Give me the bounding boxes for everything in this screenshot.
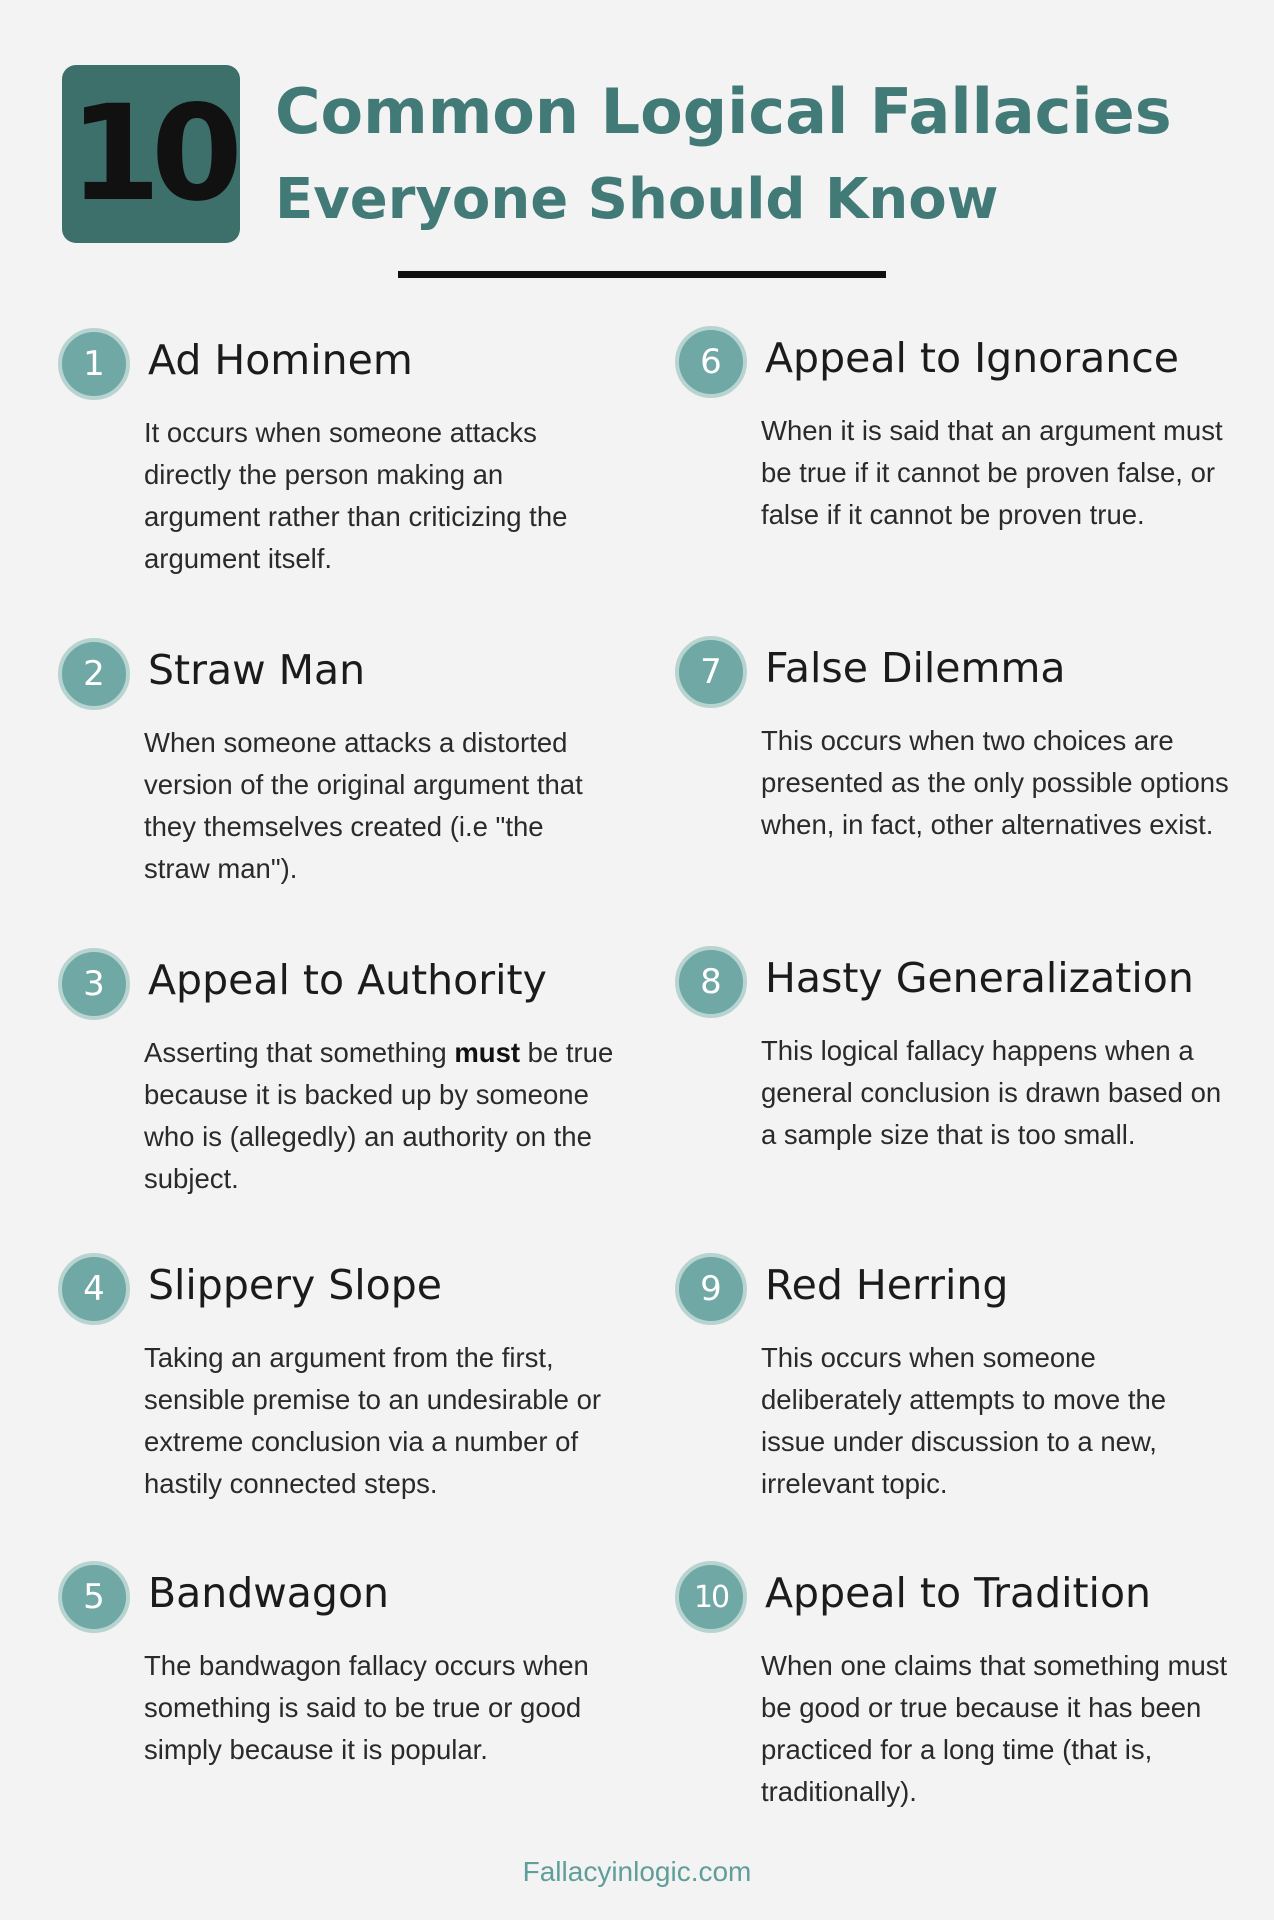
number-badge	[62, 65, 240, 243]
fallacy-name: Bandwagon	[148, 1569, 390, 1617]
description-text: Asserting that something	[144, 1037, 455, 1068]
number-circle: 3	[58, 948, 130, 1020]
fallacy-description: When someone attacks a distorted version of the original argument that they themselves created (i.e "the straw man").	[144, 727, 583, 884]
number-circle: 7	[675, 636, 747, 708]
fallacy-description: It occurs when someone attacks directly the person making an argument rather than criticizing the argument itself.	[144, 417, 568, 574]
number-circle: 5	[58, 1561, 130, 1633]
fallacy-description	[144, 1032, 614, 1200]
fallacy-item-8	[675, 946, 1235, 1246]
number-circle: 2	[58, 638, 130, 710]
fallacy-name: Ad Hominem	[148, 336, 413, 384]
fallacy-description: When one claims that something must be good or true because it has been practiced for a long time (that is, traditionally).	[761, 1650, 1228, 1807]
fallacy-item-9	[675, 1253, 1235, 1553]
number-circle: 6	[675, 326, 747, 398]
title-divider	[398, 271, 886, 278]
fallacy-name: Appeal to Ignorance	[765, 334, 1179, 382]
fallacy-description: The bandwagon fallacy occurs when something is said to be true or good simply because it is popular.	[144, 1650, 589, 1765]
fallacy-item-7	[675, 636, 1235, 936]
number-circle: 4	[58, 1253, 130, 1325]
fallacy-item-2	[58, 638, 618, 938]
fallacy-description: When it is said that an argument must be true if it cannot be proven false, or false if it cannot be proven true.	[761, 415, 1223, 530]
fallacy-name: False Dilemma	[765, 644, 1066, 692]
fallacy-item-10	[675, 1561, 1235, 1861]
fallacy-description: This occurs when someone deliberately attempts to move the issue under discussion to a new, irrelevant topic.	[761, 1342, 1167, 1499]
fallacy-description: This occurs when two choices are presented as the only possible options when, in fact, other alternatives exist.	[761, 725, 1229, 840]
fallacy-item-5	[58, 1561, 618, 1861]
source-footer: Fallacyinlogic.com	[522, 1856, 752, 1887]
fallacy-description: Taking an argument from the first, sensible premise to an undesirable or extreme conclusion via a number of hastily connected steps.	[144, 1342, 602, 1499]
fallacy-name: Hasty Generalization	[765, 954, 1194, 1002]
title-line-1: Common Logical Fallacies	[275, 75, 1172, 148]
fallacy-item-3	[58, 948, 618, 1248]
fallacy-name: Straw Man	[148, 646, 366, 694]
fallacy-name: Appeal to Authority	[148, 956, 547, 1004]
fallacy-name: Appeal to Tradition	[765, 1569, 1152, 1617]
fallacy-description: This logical fallacy happens when a general conclusion is drawn based on a sample size that is too small.	[761, 1035, 1222, 1150]
title-line-2: Everyone Should Know	[275, 167, 999, 232]
fallacy-item-1	[58, 328, 618, 628]
fallacy-name: Red Herring	[765, 1261, 1009, 1309]
number-circle: 1	[58, 328, 130, 400]
fallacy-item-4	[58, 1253, 618, 1553]
description-text: be true because it is backed up by someone who is (allegedly) an authority on the subject.	[144, 1037, 614, 1194]
fallacy-name: Slippery Slope	[148, 1261, 442, 1309]
fallacy-item-6	[675, 326, 1235, 626]
header	[60, 60, 1240, 250]
number-circle: 8	[675, 946, 747, 1018]
number-circle: 9	[675, 1253, 747, 1325]
emphasis-text: must	[454, 1037, 521, 1068]
number-circle: 10	[675, 1561, 747, 1633]
badge-number: 10	[69, 77, 233, 231]
